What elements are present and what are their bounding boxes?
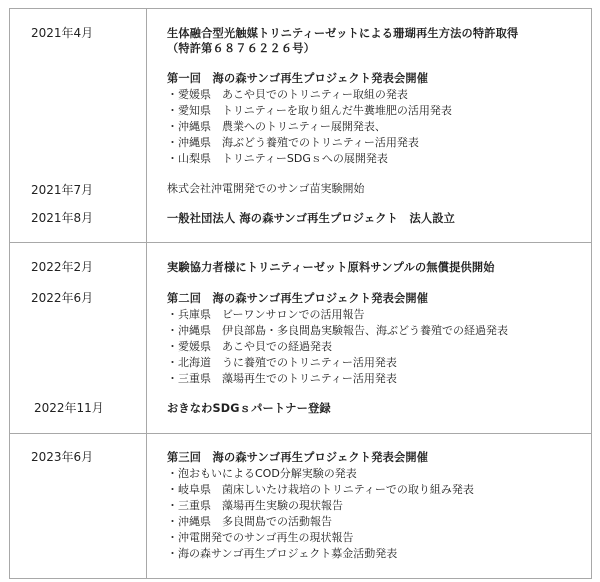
history-table	[9, 8, 592, 579]
event-item: ・沖縄県 多良間島での活動報告	[167, 515, 332, 528]
date-2023-06: 2023年6月	[31, 450, 94, 464]
event-title-2: 第二回 海の森サンゴ再生プロジェクト発表会開催	[167, 292, 429, 305]
date-2022-06: 2022年6月	[31, 291, 94, 305]
event-item: ・愛媛県 あこや貝での経過発表	[167, 340, 332, 353]
date-2022-11: 2022年11月	[34, 401, 104, 415]
section-divider	[10, 242, 591, 243]
event-item: ・泡おもいによるCOD分解実験の発表	[167, 467, 357, 480]
section-divider	[10, 433, 591, 434]
date-2021-08: 2021年8月	[31, 211, 94, 225]
event-item: ・北海道 うに養殖でのトリニティー活用発表	[167, 356, 397, 369]
event-item: ・沖縄県 海ぶどう養殖でのトリニティー活用発表	[167, 136, 419, 149]
column-divider	[146, 9, 147, 578]
patent-number: （特許第６８７６２２６号）	[167, 42, 316, 55]
event-item: ・岐阜県 菌床しいたけ栽培のトリニティーでの取り組み発表	[167, 483, 474, 496]
event-item: ・三重県 藻場再生実験の現状報告	[167, 499, 343, 512]
date-2021-04: 2021年4月	[31, 26, 94, 40]
date-2021-07: 2021年7月	[31, 183, 94, 197]
event-item: ・沖縄県 農業へのトリニティー展開発表、	[167, 120, 386, 133]
event-title-3: 第三回 海の森サンゴ再生プロジェクト発表会開催	[167, 451, 429, 464]
event-item: ・愛知県 トリニティーを取り組んだ牛糞堆肥の活用発表	[167, 104, 452, 117]
nov-2022-entry: おきなわSDGｓパートナー登録	[167, 402, 331, 415]
feb-2022-entry: 実験協力者様にトリニティーゼット原料サンプルの無償提供開始	[167, 261, 495, 274]
event-title-1: 第一回 海の森サンゴ再生プロジェクト発表会開催	[167, 72, 429, 85]
event-item: ・兵庫県 ビーワンサロンでの活用報告	[167, 308, 365, 321]
jul-2021-entry: 株式会社沖電開発でのサンゴ苗実験開始	[167, 182, 365, 195]
event-item: ・山梨県 トリニティーSDGｓへの展開発表	[167, 152, 388, 165]
event-item: ・沖電開発でのサンゴ再生の現状報告	[167, 531, 354, 544]
event-item: ・三重県 藻場再生でのトリニティー活用発表	[167, 372, 397, 385]
event-item: ・海の森サンゴ再生プロジェクト募金活動発表	[167, 547, 398, 560]
patent-title: 生体融合型光触媒トリニティーゼットによる珊瑚再生方法の特許取得	[167, 27, 519, 40]
event-item: ・愛媛県 あこや貝でのトリニティー取組の発表	[167, 88, 408, 101]
event-item: ・沖縄県 伊良部島・多良間島実験報告、海ぶどう養殖での経過発表	[167, 324, 508, 337]
aug-2021-entry: 一般社団法人 海の森サンゴ再生プロジェクト 法人設立	[167, 212, 455, 225]
date-2022-02: 2022年2月	[31, 260, 94, 274]
